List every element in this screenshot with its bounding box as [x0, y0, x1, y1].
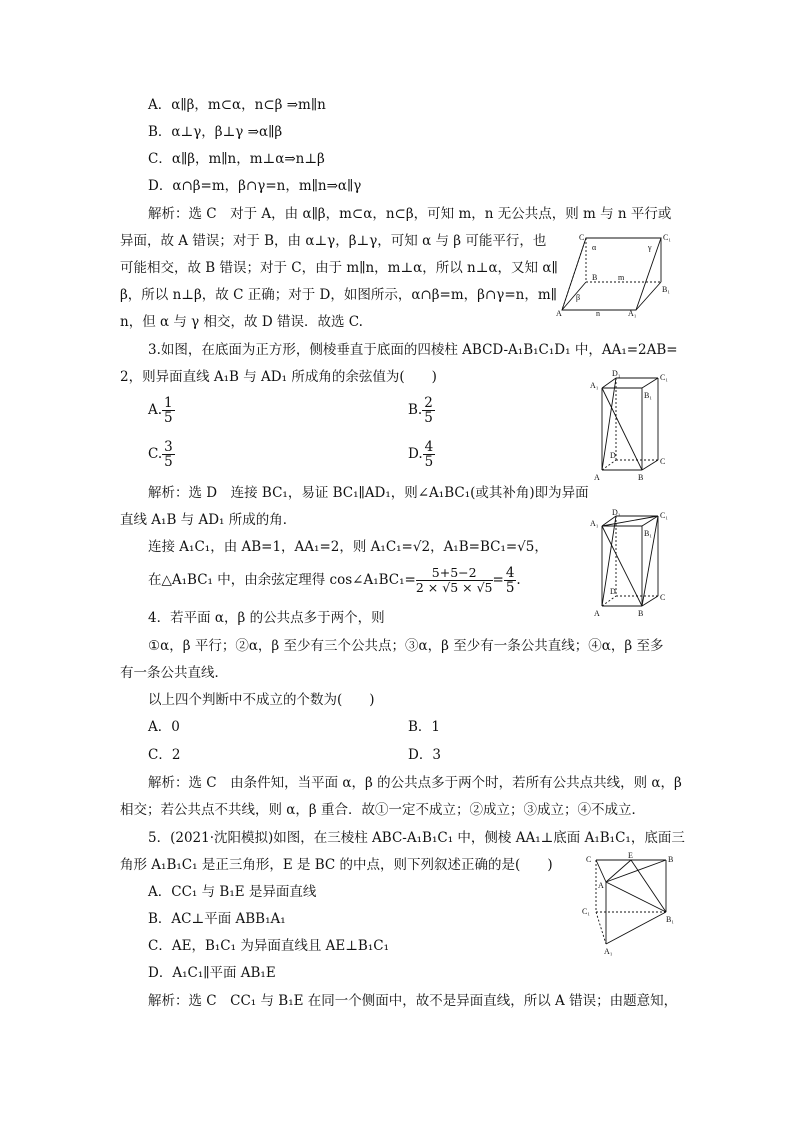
label-b: B	[638, 609, 644, 618]
q3-option-a: A. $\frac{1}{5}$	[148, 395, 173, 426]
prism-figure	[590, 368, 670, 486]
label-alpha: α	[592, 243, 597, 252]
q3-stem: 2，则异面直线 A₁B 与 AD₁ 所成角的余弦值为( )	[120, 369, 437, 385]
q3-solution: 连接 A₁C₁，由 AB=1，AA₁=2，则 A₁C₁=√2，A₁B=BC₁=√5，	[148, 539, 548, 555]
label-c: C	[586, 855, 592, 864]
q3-solution-cosine: 在△A₁BC₁ 中，由余弦定理得 cos∠A₁BC₁= $\frac{5+5-2}{2 \times √5 \times √5}$ = $\frac{4}{5}$ .	[148, 565, 521, 596]
option-c: C．α∥β，m∥n，m⊥α⇒n⊥β	[148, 151, 325, 167]
label-a: A	[598, 881, 604, 890]
label-beta: β	[576, 293, 581, 302]
label-c1: C₁	[660, 511, 669, 520]
q3-solution: 解析：选 D 连接 BC₁，易证 BC₁∥AD₁，则∠A₁BC₁(或其补角)即为异面	[148, 485, 589, 501]
label-a: A	[556, 309, 562, 318]
q3-solution: 直线 A₁B 与 AD₁ 所成的角．	[120, 512, 297, 528]
option-b: B．α⊥γ，β⊥γ ⇒α∥β	[148, 124, 283, 140]
planes-figure	[556, 228, 676, 318]
q4-items: ①α，β 平行；②α，β 至少有三个公共点；③α，β 至少有一条公共直线；④α，β 至多	[148, 638, 664, 654]
q4-option-c: C．2	[148, 747, 181, 763]
label-b1: B₁	[644, 391, 653, 400]
label-gamma: γ	[648, 243, 652, 252]
q5-option-a: A．CC₁ 与 B₁E 是异面直线	[148, 884, 317, 900]
q2-solution-line: β，所以 n⊥β，故 C 正确；对于 D，如图所示，α∩β=m，β∩γ=n，m∥	[120, 287, 557, 303]
label-b: B	[668, 855, 674, 864]
label-e: E	[628, 852, 633, 860]
q4-stem: 4．若平面 α，β 的公共点多于两个，则	[148, 610, 385, 626]
q3-stem: 3.如图，在底面为正方形，侧棱垂直于底面的四棱柱 ABCD-A₁B₁C₁D₁ 中，AA₁=2AB=	[148, 342, 678, 358]
label-a1: A₁	[604, 947, 613, 956]
q2-solution-line: n，但 α 与 γ 相交，故 D 错误．故选 C.	[120, 314, 363, 330]
label-b: B	[592, 273, 598, 282]
label-c: C	[660, 457, 666, 466]
q3-option-d: D. $\frac{4}{5}$	[408, 439, 434, 470]
q5-stem: 角形 A₁B₁C₁ 是正三角形，E 是 BC 的中点，则下列叙述正确的是( )	[120, 857, 553, 873]
label-b1: B₁	[662, 285, 671, 294]
label-a1: A₁	[628, 309, 637, 318]
q5-stem: 5．(2021·沈阳模拟)如图，在三棱柱 ABC-A₁B₁C₁ 中，侧棱 AA₁⊥底面 A₁B₁C₁，底面三	[148, 830, 685, 846]
q5-option-b: B．AC⊥平面 ABB₁A₁	[148, 911, 286, 927]
triangular-prism-figure	[582, 852, 678, 958]
label-a: A	[594, 609, 600, 618]
prism-figure-2	[590, 508, 670, 620]
label-m: m	[618, 273, 625, 282]
label-a1: A₁	[590, 381, 599, 390]
label-n: n	[596, 309, 600, 318]
label-d: D	[610, 451, 616, 460]
label-a: A	[594, 473, 600, 482]
q3-option-c: C. $\frac{3}{5}$	[148, 439, 173, 470]
label-c: C	[660, 593, 666, 602]
q4-option-d: D．3	[408, 747, 441, 763]
label-c1: C₁	[582, 907, 591, 916]
label-c1: C₁	[663, 233, 672, 242]
q2-solution-line: 可能相交，故 B 错误；对于 C，由于 m∥n，m⊥α，所以 n⊥α，又知 α∥	[120, 260, 558, 276]
q4-option-b: B．1	[408, 719, 441, 735]
q4-solution: 相交；若公共点不共线，则 α，β 重合．故①一定不成立；②成立；③成立；④不成立．	[120, 802, 646, 818]
label-a1: A₁	[590, 519, 599, 528]
q3-option-b: B. $\frac{2}{5}$	[408, 395, 433, 426]
q4-solution: 解析：选 C 由条件知，当平面 α，β 的公共点多于两个时，若所有公共点共线，则 α，β	[148, 775, 682, 791]
label-d1: D₁	[612, 369, 621, 378]
label-c1: C₁	[660, 373, 669, 382]
label-b1: B₁	[666, 915, 675, 924]
q5-option-c: C．AE，B₁C₁ 为异面直线且 AE⊥B₁C₁	[148, 938, 389, 954]
q4-option-a: A．0	[148, 719, 180, 735]
q4-items: 有一条公共直线．	[120, 665, 228, 681]
label-d1: D₁	[612, 508, 621, 517]
q2-solution-line: 异面，故 A 错误；对于 B，由 α⊥γ，β⊥γ，可知 α 与 β 可能平行，也	[120, 233, 547, 249]
label-d: D	[610, 587, 616, 596]
option-a: A．α∥β，m⊂α，n⊂β ⇒m∥n	[148, 97, 326, 113]
q5-solution: 解析：选 C CC₁ 与 B₁E 在同一个侧面中，故不是异面直线，所以 A 错误；由题意知，	[148, 993, 678, 1009]
q2-solution-line: 解析：选 C 对于 A，由 α∥β，m⊂α，n⊂β，可知 m，n 无公共点，则 m 与 n 平行或	[148, 206, 672, 222]
q4-question: 以上四个判断中不成立的个数为( )	[148, 692, 375, 708]
q5-option-d: D．A₁C₁∥平面 AB₁E	[148, 965, 276, 981]
label-b1: B₁	[644, 529, 653, 538]
option-d: D．α∩β=m，β∩γ=n，m∥n⇒α∥γ	[148, 178, 362, 194]
label-b: B	[638, 473, 644, 482]
label-c: C	[579, 233, 585, 242]
